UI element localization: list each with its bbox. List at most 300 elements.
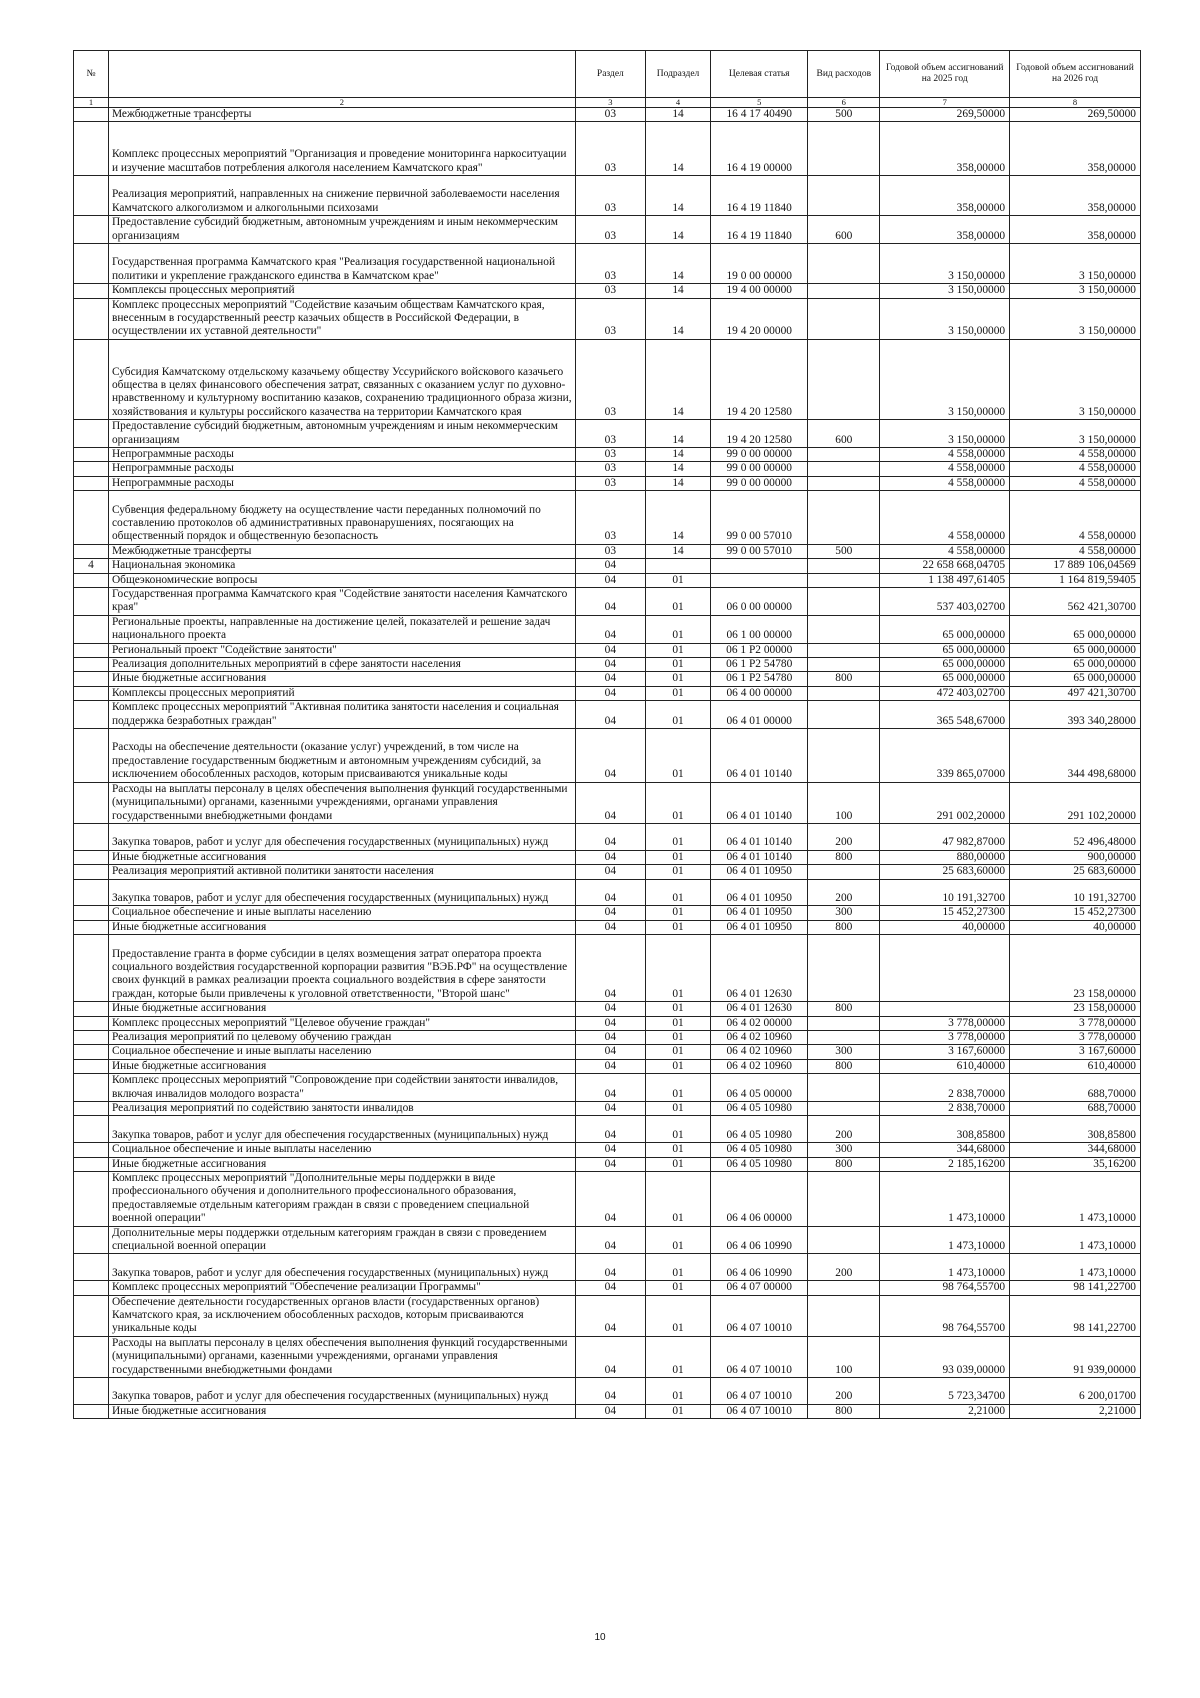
row-value-2025: 3 167,60000: [880, 1045, 1010, 1059]
row-celevaya: 99 0 00 00000: [711, 462, 808, 476]
row-number: [74, 1016, 109, 1030]
row-vid: 200: [808, 1254, 880, 1281]
row-value-2026: 308,85800: [1010, 1116, 1141, 1143]
row-celevaya: 06 4 01 10140: [711, 782, 808, 823]
row-podrazdel: 14: [645, 476, 710, 490]
row-number: [74, 1059, 109, 1073]
row-value-2026: 3 167,60000: [1010, 1045, 1141, 1059]
row-value-2025: 4 558,00000: [880, 491, 1010, 545]
row-name: Региональный проект "Содействие занятости": [108, 643, 575, 657]
row-vid: 200: [808, 1378, 880, 1405]
table-row: [74, 1336, 1141, 1377]
row-value-2025: 3 778,00000: [880, 1030, 1010, 1044]
table-row: [74, 298, 1141, 339]
header-no: №: [74, 51, 109, 98]
row-podrazdel: 01: [645, 850, 710, 864]
row-celevaya: 06 1 P2 00000: [711, 643, 808, 657]
row-vid: [808, 615, 880, 643]
row-value-2026: 358,00000: [1010, 216, 1141, 244]
row-number: [74, 935, 109, 1002]
row-name: Комплексы процессных мероприятий: [108, 284, 575, 298]
row-name: Социальное обеспечение и иные выплаты населению: [108, 1045, 575, 1059]
row-celevaya: [711, 559, 808, 573]
table-row: [74, 1281, 1141, 1295]
row-number: [74, 588, 109, 616]
row-name: Межбюджетные трансферты: [108, 544, 575, 558]
row-celevaya: 06 4 06 10990: [711, 1226, 808, 1254]
row-razdel: 03: [575, 462, 645, 476]
row-razdel: 03: [575, 448, 645, 462]
table-row: [74, 1059, 1141, 1073]
row-number: [74, 643, 109, 657]
row-podrazdel: 14: [645, 216, 710, 244]
table-row: [74, 935, 1141, 1002]
row-value-2026: 65 000,00000: [1010, 615, 1141, 643]
row-value-2025: 4 558,00000: [880, 448, 1010, 462]
row-name: Непрограммные расходы: [108, 448, 575, 462]
row-value-2026: 91 939,00000: [1010, 1336, 1141, 1377]
row-name: Закупка товаров, работ и услуг для обеспечения государственных (муниципальных) нужд: [108, 879, 575, 906]
row-number: [74, 879, 109, 906]
table-row: [74, 729, 1141, 783]
row-vid: [808, 686, 880, 700]
row-value-2026: 65 000,00000: [1010, 658, 1141, 672]
row-value-2026: 3 150,00000: [1010, 298, 1141, 339]
header-vid: Вид расходов: [808, 51, 880, 98]
row-value-2025: 4 558,00000: [880, 462, 1010, 476]
row-podrazdel: 01: [645, 920, 710, 934]
row-number: [74, 823, 109, 850]
row-razdel: 03: [575, 108, 645, 122]
row-celevaya: 06 4 07 10010: [711, 1378, 808, 1405]
row-value-2026: 1 164 819,59405: [1010, 573, 1141, 587]
colnum: 4: [645, 98, 710, 108]
row-value-2025: 65 000,00000: [880, 672, 1010, 686]
row-celevaya: 06 1 P2 54780: [711, 658, 808, 672]
colnum: 3: [575, 98, 645, 108]
row-celevaya: 99 0 00 00000: [711, 448, 808, 462]
row-name: Иные бюджетные ассигнования: [108, 850, 575, 864]
row-name: Закупка товаров, работ и услуг для обеспечения государственных (муниципальных) нужд: [108, 823, 575, 850]
row-vid: [808, 1030, 880, 1044]
row-value-2025: 1 473,10000: [880, 1254, 1010, 1281]
row-name: Реализация дополнительных мероприятий в сфере занятости населения: [108, 658, 575, 672]
table-row: [74, 339, 1141, 419]
row-name: Общеэкономические вопросы: [108, 573, 575, 587]
row-podrazdel: [645, 559, 710, 573]
row-vid: [808, 729, 880, 783]
table-row: [74, 244, 1141, 284]
row-value-2026: 23 158,00000: [1010, 935, 1141, 1002]
row-vid: [808, 284, 880, 298]
row-value-2026: 3 150,00000: [1010, 244, 1141, 284]
row-value-2026: 900,00000: [1010, 850, 1141, 864]
row-value-2026: 688,70000: [1010, 1101, 1141, 1115]
row-name: Государственная программа Камчатского края "Содействие занятости населения Камчатского края": [108, 588, 575, 616]
row-vid: 500: [808, 544, 880, 558]
row-vid: 200: [808, 1116, 880, 1143]
row-razdel: 04: [575, 1101, 645, 1115]
row-vid: [808, 935, 880, 1002]
row-name: Обеспечение деятельности государственных органов власти (государственных органов) Камчатского края, за исключением обособленных расходов, которым присваиваются уникальные коды: [108, 1295, 575, 1336]
row-celevaya: 19 0 00 00000: [711, 244, 808, 284]
row-value-2025: 65 000,00000: [880, 615, 1010, 643]
row-podrazdel: 14: [645, 448, 710, 462]
row-celevaya: 06 4 01 10140: [711, 850, 808, 864]
row-value-2025: 308,85800: [880, 1116, 1010, 1143]
row-vid: 100: [808, 782, 880, 823]
row-value-2025: 358,00000: [880, 216, 1010, 244]
row-podrazdel: 01: [645, 1378, 710, 1405]
row-celevaya: 19 4 20 12580: [711, 339, 808, 419]
row-number: [74, 244, 109, 284]
row-name: Субсидия Камчатскому отдельскому казачьему обществу Уссурийского войскового казачьего общества в целях финансового обеспечения затрат, связанных с оказанием услуг по духовно-нравственному и культурному воспитанию казаков, сохранению традиционного образа жизни, хозяйствования и культуры российского казачества на территории Камчатского края: [108, 339, 575, 419]
row-value-2025: 344,68000: [880, 1143, 1010, 1157]
row-podrazdel: 01: [645, 573, 710, 587]
row-value-2025: 291 002,20000: [880, 782, 1010, 823]
row-number: [74, 850, 109, 864]
row-razdel: 04: [575, 643, 645, 657]
row-podrazdel: 01: [645, 686, 710, 700]
table-row: [74, 420, 1141, 448]
row-value-2025: 65 000,00000: [880, 643, 1010, 657]
row-podrazdel: 01: [645, 1030, 710, 1044]
colnum: 8: [1010, 98, 1141, 108]
row-number: 4: [74, 559, 109, 573]
row-number: [74, 672, 109, 686]
row-razdel: 04: [575, 1157, 645, 1171]
table-row: [74, 643, 1141, 657]
row-value-2026: 4 558,00000: [1010, 544, 1141, 558]
row-razdel: 03: [575, 544, 645, 558]
table-row: [74, 865, 1141, 879]
row-number: [74, 1045, 109, 1059]
row-number: [74, 615, 109, 643]
row-name: Реализация мероприятий, направленных на снижение первичной заболеваемости населения Камчатского алкоголизмом и алкогольными психозами: [108, 176, 575, 216]
row-value-2026: 3 150,00000: [1010, 339, 1141, 419]
row-value-2026: 2,21000: [1010, 1404, 1141, 1418]
page-number: 10: [594, 1632, 606, 1643]
row-value-2025: [880, 935, 1010, 1002]
row-value-2026: 291 102,20000: [1010, 782, 1141, 823]
row-number: [74, 1030, 109, 1044]
row-number: [74, 284, 109, 298]
row-value-2025: 365 548,67000: [880, 701, 1010, 729]
row-podrazdel: 14: [645, 544, 710, 558]
row-razdel: 04: [575, 573, 645, 587]
row-razdel: 03: [575, 244, 645, 284]
row-name: Комплекс процессных мероприятий "Содействие казачьим обществам Камчатского края, внесенным в государственный реестр казачьих обществ в Российской Федерации, в осуществлении их уставной деятельности": [108, 298, 575, 339]
row-name: Региональные проекты, направленные на достижение целей, показателей и решение задач национального проекта: [108, 615, 575, 643]
row-value-2026: 1 473,10000: [1010, 1254, 1141, 1281]
row-value-2026: 3 778,00000: [1010, 1016, 1141, 1030]
row-celevaya: 06 4 01 10950: [711, 879, 808, 906]
row-razdel: 04: [575, 1226, 645, 1254]
row-razdel: 04: [575, 1336, 645, 1377]
row-value-2026: 562 421,30700: [1010, 588, 1141, 616]
row-value-2026: 35,16200: [1010, 1157, 1141, 1171]
row-value-2025: 3 150,00000: [880, 339, 1010, 419]
row-razdel: 04: [575, 782, 645, 823]
row-number: [74, 1281, 109, 1295]
row-podrazdel: 01: [645, 643, 710, 657]
row-name: Социальное обеспечение и иные выплаты населению: [108, 906, 575, 920]
row-value-2025: 269,50000: [880, 108, 1010, 122]
row-vid: 800: [808, 1002, 880, 1016]
row-podrazdel: 01: [645, 1157, 710, 1171]
row-celevaya: 99 0 00 57010: [711, 491, 808, 545]
row-razdel: 03: [575, 216, 645, 244]
row-value-2026: 4 558,00000: [1010, 491, 1141, 545]
row-name: Расходы на обеспечение деятельности (оказание услуг) учреждений, в том числе на предоставление государственным бюджетным и автономным учреждениям субсидий, за исключением обособленных расходов, которым присваиваются уникальные коды: [108, 729, 575, 783]
table-row: [74, 573, 1141, 587]
row-value-2025: 358,00000: [880, 122, 1010, 176]
row-value-2025: 3 778,00000: [880, 1016, 1010, 1030]
header-name: [108, 51, 575, 98]
table-row: [74, 1101, 1141, 1115]
row-number: [74, 1404, 109, 1418]
row-vid: 800: [808, 920, 880, 934]
row-celevaya: 06 4 07 10010: [711, 1295, 808, 1336]
row-number: [74, 1336, 109, 1377]
row-razdel: 04: [575, 906, 645, 920]
row-podrazdel: 01: [645, 1016, 710, 1030]
row-value-2026: 358,00000: [1010, 176, 1141, 216]
table-row: [74, 544, 1141, 558]
row-podrazdel: 14: [645, 339, 710, 419]
row-celevaya: 06 4 01 10140: [711, 729, 808, 783]
row-razdel: 04: [575, 672, 645, 686]
table-row: [74, 176, 1141, 216]
colnum: 7: [880, 98, 1010, 108]
row-celevaya: 06 4 01 12630: [711, 1002, 808, 1016]
row-number: [74, 701, 109, 729]
row-celevaya: 06 4 01 10950: [711, 906, 808, 920]
row-name: Реализация мероприятий активной политики занятости населения: [108, 865, 575, 879]
row-celevaya: 99 0 00 00000: [711, 476, 808, 490]
row-name: Национальная экономика: [108, 559, 575, 573]
row-razdel: 04: [575, 1045, 645, 1059]
row-celevaya: 06 1 P2 54780: [711, 672, 808, 686]
row-celevaya: 06 4 05 10980: [711, 1101, 808, 1115]
row-value-2025: 472 403,02700: [880, 686, 1010, 700]
row-vid: 800: [808, 1059, 880, 1073]
row-number: [74, 1074, 109, 1102]
row-number: [74, 920, 109, 934]
row-value-2025: 2 185,16200: [880, 1157, 1010, 1171]
row-podrazdel: 01: [645, 1336, 710, 1377]
row-podrazdel: 14: [645, 122, 710, 176]
row-razdel: 04: [575, 588, 645, 616]
row-podrazdel: 01: [645, 1074, 710, 1102]
row-podrazdel: 01: [645, 658, 710, 672]
row-podrazdel: 01: [645, 1281, 710, 1295]
table-row: [74, 491, 1141, 545]
row-name: Комплекс процессных мероприятий "Обеспечение реализации Программы": [108, 1281, 575, 1295]
row-vid: [808, 462, 880, 476]
row-razdel: 04: [575, 1059, 645, 1073]
row-vid: [808, 176, 880, 216]
row-celevaya: 06 4 01 10950: [711, 865, 808, 879]
row-razdel: 04: [575, 823, 645, 850]
row-value-2025: 4 558,00000: [880, 544, 1010, 558]
row-name: Государственная программа Камчатского края "Реализация государственной национальной политики и укрепление гражданского единства в Камчатском крае": [108, 244, 575, 284]
row-value-2025: 4 558,00000: [880, 476, 1010, 490]
row-name: Комплексы процессных мероприятий: [108, 686, 575, 700]
row-value-2026: 3 150,00000: [1010, 284, 1141, 298]
row-podrazdel: 01: [645, 1101, 710, 1115]
row-celevaya: 06 4 07 00000: [711, 1281, 808, 1295]
row-value-2025: 47 982,87000: [880, 823, 1010, 850]
row-name: Закупка товаров, работ и услуг для обеспечения государственных (муниципальных) нужд: [108, 1378, 575, 1405]
row-value-2025: 339 865,07000: [880, 729, 1010, 783]
row-number: [74, 865, 109, 879]
row-razdel: 03: [575, 476, 645, 490]
row-celevaya: 06 4 06 10990: [711, 1254, 808, 1281]
header-celevaya: Целевая статья: [711, 51, 808, 98]
row-podrazdel: 14: [645, 284, 710, 298]
row-razdel: 04: [575, 701, 645, 729]
budget-table: [73, 50, 1141, 1419]
row-number: [74, 108, 109, 122]
row-vid: [808, 701, 880, 729]
row-value-2025: 537 403,02700: [880, 588, 1010, 616]
header-2026: Годовой объем ассигнований на 2026 год: [1010, 51, 1141, 98]
row-vid: [808, 573, 880, 587]
table-row: [74, 1172, 1141, 1227]
table-row: [74, 1045, 1141, 1059]
row-celevaya: 19 4 00 00000: [711, 284, 808, 298]
row-value-2026: 3 778,00000: [1010, 1030, 1141, 1044]
row-value-2026: 98 141,22700: [1010, 1295, 1141, 1336]
row-value-2026: 4 558,00000: [1010, 476, 1141, 490]
row-podrazdel: 01: [645, 865, 710, 879]
row-celevaya: 16 4 19 11840: [711, 216, 808, 244]
row-name: Реализация мероприятий по содействию занятости инвалидов: [108, 1101, 575, 1115]
table-row: [74, 1016, 1141, 1030]
row-number: [74, 1002, 109, 1016]
row-celevaya: 06 4 05 00000: [711, 1074, 808, 1102]
row-number: [74, 906, 109, 920]
table-row: [74, 658, 1141, 672]
row-name: Социальное обеспечение и иные выплаты населению: [108, 1143, 575, 1157]
row-celevaya: 19 4 20 12580: [711, 420, 808, 448]
row-number: [74, 573, 109, 587]
table-row: [74, 559, 1141, 573]
row-celevaya: 06 4 02 10960: [711, 1059, 808, 1073]
row-number: [74, 1378, 109, 1405]
row-name: Предоставление гранта в форме субсидии в целях возмещения затрат оператора проекта социального воздействия государственной корпорации развития "ВЭБ.РФ" на осуществление своих функций в рамках реализации проекта социального воздействия в сфере занятости граждан, которые были привлечены к уголовной ответственности, "Второй шанс": [108, 935, 575, 1002]
row-razdel: 04: [575, 1016, 645, 1030]
row-vid: [808, 491, 880, 545]
row-number: [74, 122, 109, 176]
row-name: Иные бюджетные ассигнования: [108, 1157, 575, 1171]
row-vid: [808, 122, 880, 176]
row-name: Закупка товаров, работ и услуг для обеспечения государственных (муниципальных) нужд: [108, 1254, 575, 1281]
table-row: [74, 920, 1141, 934]
row-value-2025: 3 150,00000: [880, 420, 1010, 448]
row-razdel: 04: [575, 1002, 645, 1016]
row-podrazdel: 01: [645, 1254, 710, 1281]
row-vid: [808, 643, 880, 657]
table-row: [74, 216, 1141, 244]
row-name: Межбюджетные трансферты: [108, 108, 575, 122]
row-razdel: 04: [575, 1116, 645, 1143]
row-value-2025: 22 658 668,04705: [880, 559, 1010, 573]
table-row: [74, 850, 1141, 864]
row-celevaya: 16 4 17 40490: [711, 108, 808, 122]
row-vid: [808, 244, 880, 284]
table-row: [74, 615, 1141, 643]
row-vid: [808, 1226, 880, 1254]
row-number: [74, 1143, 109, 1157]
table-row: [74, 448, 1141, 462]
row-value-2026: 497 421,30700: [1010, 686, 1141, 700]
row-value-2026: 1 473,10000: [1010, 1172, 1141, 1227]
table-row: [74, 1157, 1141, 1171]
table-row: [74, 1030, 1141, 1044]
row-celevaya: 06 4 02 00000: [711, 1016, 808, 1030]
row-value-2026: 17 889 106,04569: [1010, 559, 1141, 573]
row-name: Закупка товаров, работ и услуг для обеспечения государственных (муниципальных) нужд: [108, 1116, 575, 1143]
row-value-2025: 358,00000: [880, 176, 1010, 216]
row-razdel: 04: [575, 729, 645, 783]
row-podrazdel: 01: [645, 782, 710, 823]
row-celevaya: 06 4 05 10980: [711, 1157, 808, 1171]
row-celevaya: 06 4 05 10980: [711, 1143, 808, 1157]
row-vid: [808, 1281, 880, 1295]
row-celevaya: 06 4 01 10140: [711, 823, 808, 850]
row-value-2026: 393 340,28000: [1010, 701, 1141, 729]
table-row: [74, 284, 1141, 298]
row-celevaya: 06 4 01 12630: [711, 935, 808, 1002]
row-podrazdel: 01: [645, 701, 710, 729]
row-celevaya: 06 4 07 10010: [711, 1336, 808, 1377]
row-value-2026: 40,00000: [1010, 920, 1141, 934]
row-value-2026: 23 158,00000: [1010, 1002, 1141, 1016]
row-number: [74, 176, 109, 216]
row-razdel: 03: [575, 122, 645, 176]
row-number: [74, 420, 109, 448]
row-vid: 800: [808, 672, 880, 686]
row-razdel: 03: [575, 284, 645, 298]
row-name: Предоставление субсидий бюджетным, автономным учреждениям и иным некоммерческим организациям: [108, 420, 575, 448]
row-podrazdel: 01: [645, 1295, 710, 1336]
row-value-2025: 98 764,55700: [880, 1281, 1010, 1295]
row-celevaya: 06 1 00 00000: [711, 615, 808, 643]
row-number: [74, 339, 109, 419]
row-celevaya: 06 4 02 10960: [711, 1045, 808, 1059]
row-podrazdel: 01: [645, 1226, 710, 1254]
row-vid: [808, 588, 880, 616]
row-number: [74, 491, 109, 545]
row-celevaya: 06 4 05 10980: [711, 1116, 808, 1143]
row-vid: [808, 1074, 880, 1102]
row-value-2025: 1 473,10000: [880, 1172, 1010, 1227]
row-number: [74, 1295, 109, 1336]
row-razdel: 04: [575, 865, 645, 879]
row-value-2025: 40,00000: [880, 920, 1010, 934]
row-name: Дополнительные меры поддержки отдельным категориям граждан в связи с проведением специальной военной операции: [108, 1226, 575, 1254]
row-podrazdel: 01: [645, 729, 710, 783]
row-vid: 600: [808, 420, 880, 448]
row-number: [74, 216, 109, 244]
table-header: [74, 51, 1141, 108]
row-value-2026: 65 000,00000: [1010, 672, 1141, 686]
row-celevaya: 06 4 01 10950: [711, 920, 808, 934]
row-number: [74, 1116, 109, 1143]
row-name: Реализация мероприятий по целевому обучению граждан: [108, 1030, 575, 1044]
